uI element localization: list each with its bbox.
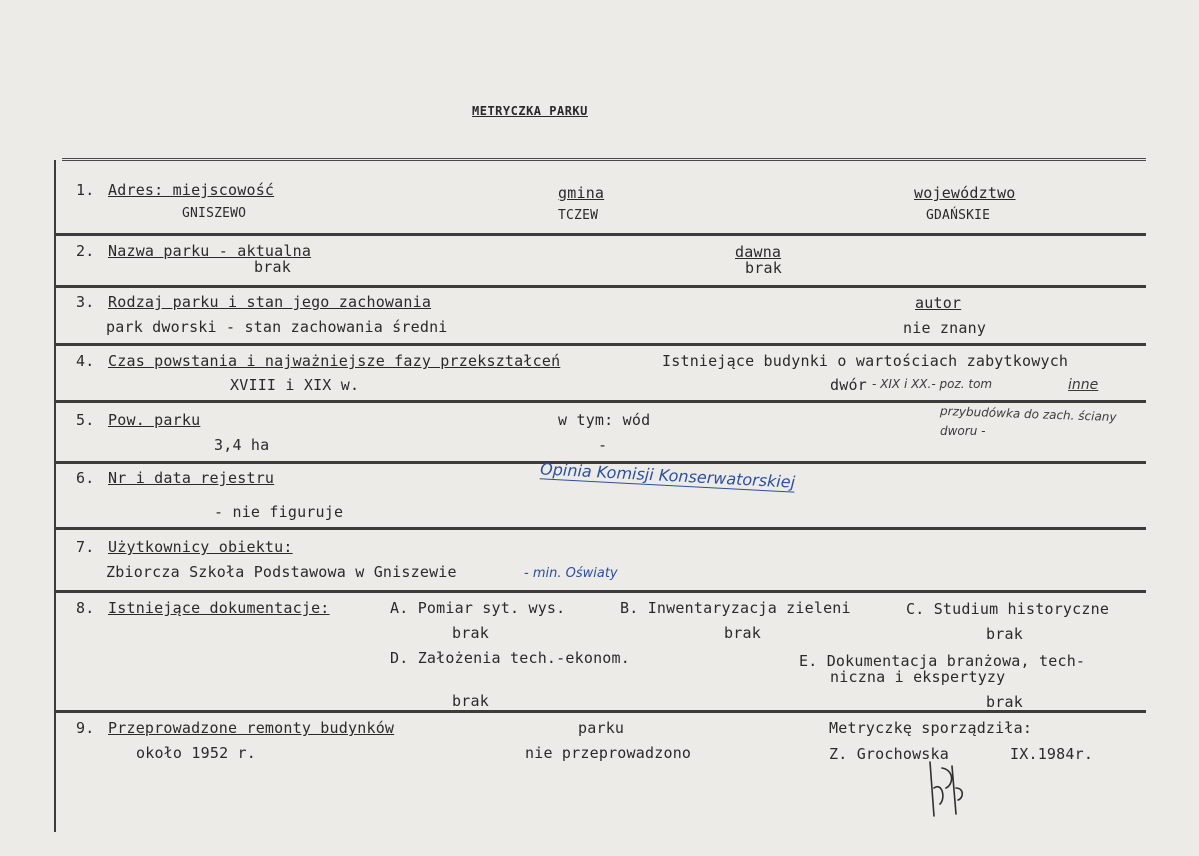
s8-b-label: B. Inwentaryzacja zieleni xyxy=(620,599,851,617)
s4-other-label: inne xyxy=(1068,377,1099,393)
s4-buildings-label: Istniejące budynki o wartościach zabytkowych xyxy=(662,352,1069,370)
s9-made-label: Metryczkę sporządziła: xyxy=(829,719,1033,737)
s8-a-label: A. Pomiar syt. wys. xyxy=(390,599,566,617)
s2-old-label: dawna xyxy=(735,243,782,261)
s2-label: Nazwa parku - aktualna xyxy=(108,242,312,260)
s8-e-label-1: E. Dokumentacja branżowa, tech- xyxy=(799,652,1086,670)
s7-handwritten-note: - min. Oświaty xyxy=(524,566,618,581)
s6-handwritten-note: Opinia Komisji Konserwatorskiej xyxy=(539,459,796,492)
s8-c-label: C. Studium historyczne xyxy=(906,600,1110,618)
s1-woj: GDAŃSKIE xyxy=(926,208,991,223)
s5-water-label: w tym: wód xyxy=(558,411,651,429)
s1-woj-label: województwo xyxy=(914,184,1016,202)
s4-buildings: dwór xyxy=(830,376,867,394)
s8-e-label-2: niczna i ekspertyzy xyxy=(830,668,1006,686)
s4-number: 4. xyxy=(76,352,95,370)
s4-handwritten-note-2: przybudówka do zach. ściany xyxy=(939,403,1117,425)
s5-water: - xyxy=(598,436,608,454)
s9-park-label: parku xyxy=(578,719,625,737)
s6-label: Nr i data rejestru xyxy=(108,469,275,487)
s8-label: Istniejące dokumentacje: xyxy=(108,599,330,617)
s8-a-value: brak xyxy=(452,624,489,642)
s8-d-label: D. Założenia tech.-ekonom. xyxy=(390,649,630,667)
s4-value: XVIII i XIX w. xyxy=(230,376,360,394)
s7-number: 7. xyxy=(76,538,95,556)
s9-number: 9. xyxy=(76,719,95,737)
s3-number: 3. xyxy=(76,293,95,311)
signature xyxy=(920,758,970,822)
row-divider xyxy=(54,590,1146,593)
s3-value: park dworski - stan zachowania średni xyxy=(106,318,448,336)
row-divider xyxy=(54,285,1146,288)
s2-number: 2. xyxy=(76,242,95,260)
s1-gmina: TCZEW xyxy=(558,208,599,223)
row-divider xyxy=(54,710,1146,713)
row-divider xyxy=(54,233,1146,236)
s4-handwritten-note-3: dworu - xyxy=(940,424,986,438)
s5-value: 3,4 ha xyxy=(214,436,270,454)
s9-park-value: nie przeprowadzono xyxy=(525,744,692,762)
s2-current: brak xyxy=(254,258,291,276)
s9-value: około 1952 r. xyxy=(136,744,256,762)
s8-d-value: brak xyxy=(452,692,489,710)
row-divider xyxy=(54,400,1146,403)
s6-value: - nie figuruje xyxy=(214,503,344,521)
left-margin-line xyxy=(54,160,56,832)
s3-label: Rodzaj parku i stan jego zachowania xyxy=(108,293,432,311)
s1-label: Adres: miejscowość xyxy=(108,181,275,199)
page-title: METRYCZKA PARKU xyxy=(472,104,588,118)
s8-c-value: brak xyxy=(986,625,1023,643)
s5-number: 5. xyxy=(76,411,95,429)
s2-old: brak xyxy=(745,259,782,277)
s8-e-value: brak xyxy=(986,693,1023,711)
s8-number: 8. xyxy=(76,599,95,617)
row-divider xyxy=(54,527,1146,530)
top-double-rule xyxy=(62,158,1146,161)
s9-made-by: Z. Grochowska xyxy=(829,745,949,763)
row-divider xyxy=(54,343,1146,346)
s6-number: 6. xyxy=(76,469,95,487)
s7-label: Użytkownicy obiektu: xyxy=(108,538,293,556)
s1-number: 1. xyxy=(76,181,95,199)
s9-date: IX.1984r. xyxy=(1010,745,1094,763)
s5-label: Pow. parku xyxy=(108,411,201,429)
s4-handwritten-note: - XIX i XX.- poz. tom xyxy=(872,377,993,391)
s4-label: Czas powstania i najważniejsze fazy przekształceń xyxy=(108,352,561,370)
s1-place: GNISZEWO xyxy=(182,206,247,221)
s9-label: Przeprowadzone remonty budynków xyxy=(108,719,395,737)
s3-author: nie znany xyxy=(903,319,987,337)
s3-author-label: autor xyxy=(915,294,962,312)
s1-gmina-label: gmina xyxy=(558,184,605,202)
s8-b-value: brak xyxy=(724,624,761,642)
s7-value: Zbiorcza Szkoła Podstawowa w Gniszewie xyxy=(106,563,457,581)
